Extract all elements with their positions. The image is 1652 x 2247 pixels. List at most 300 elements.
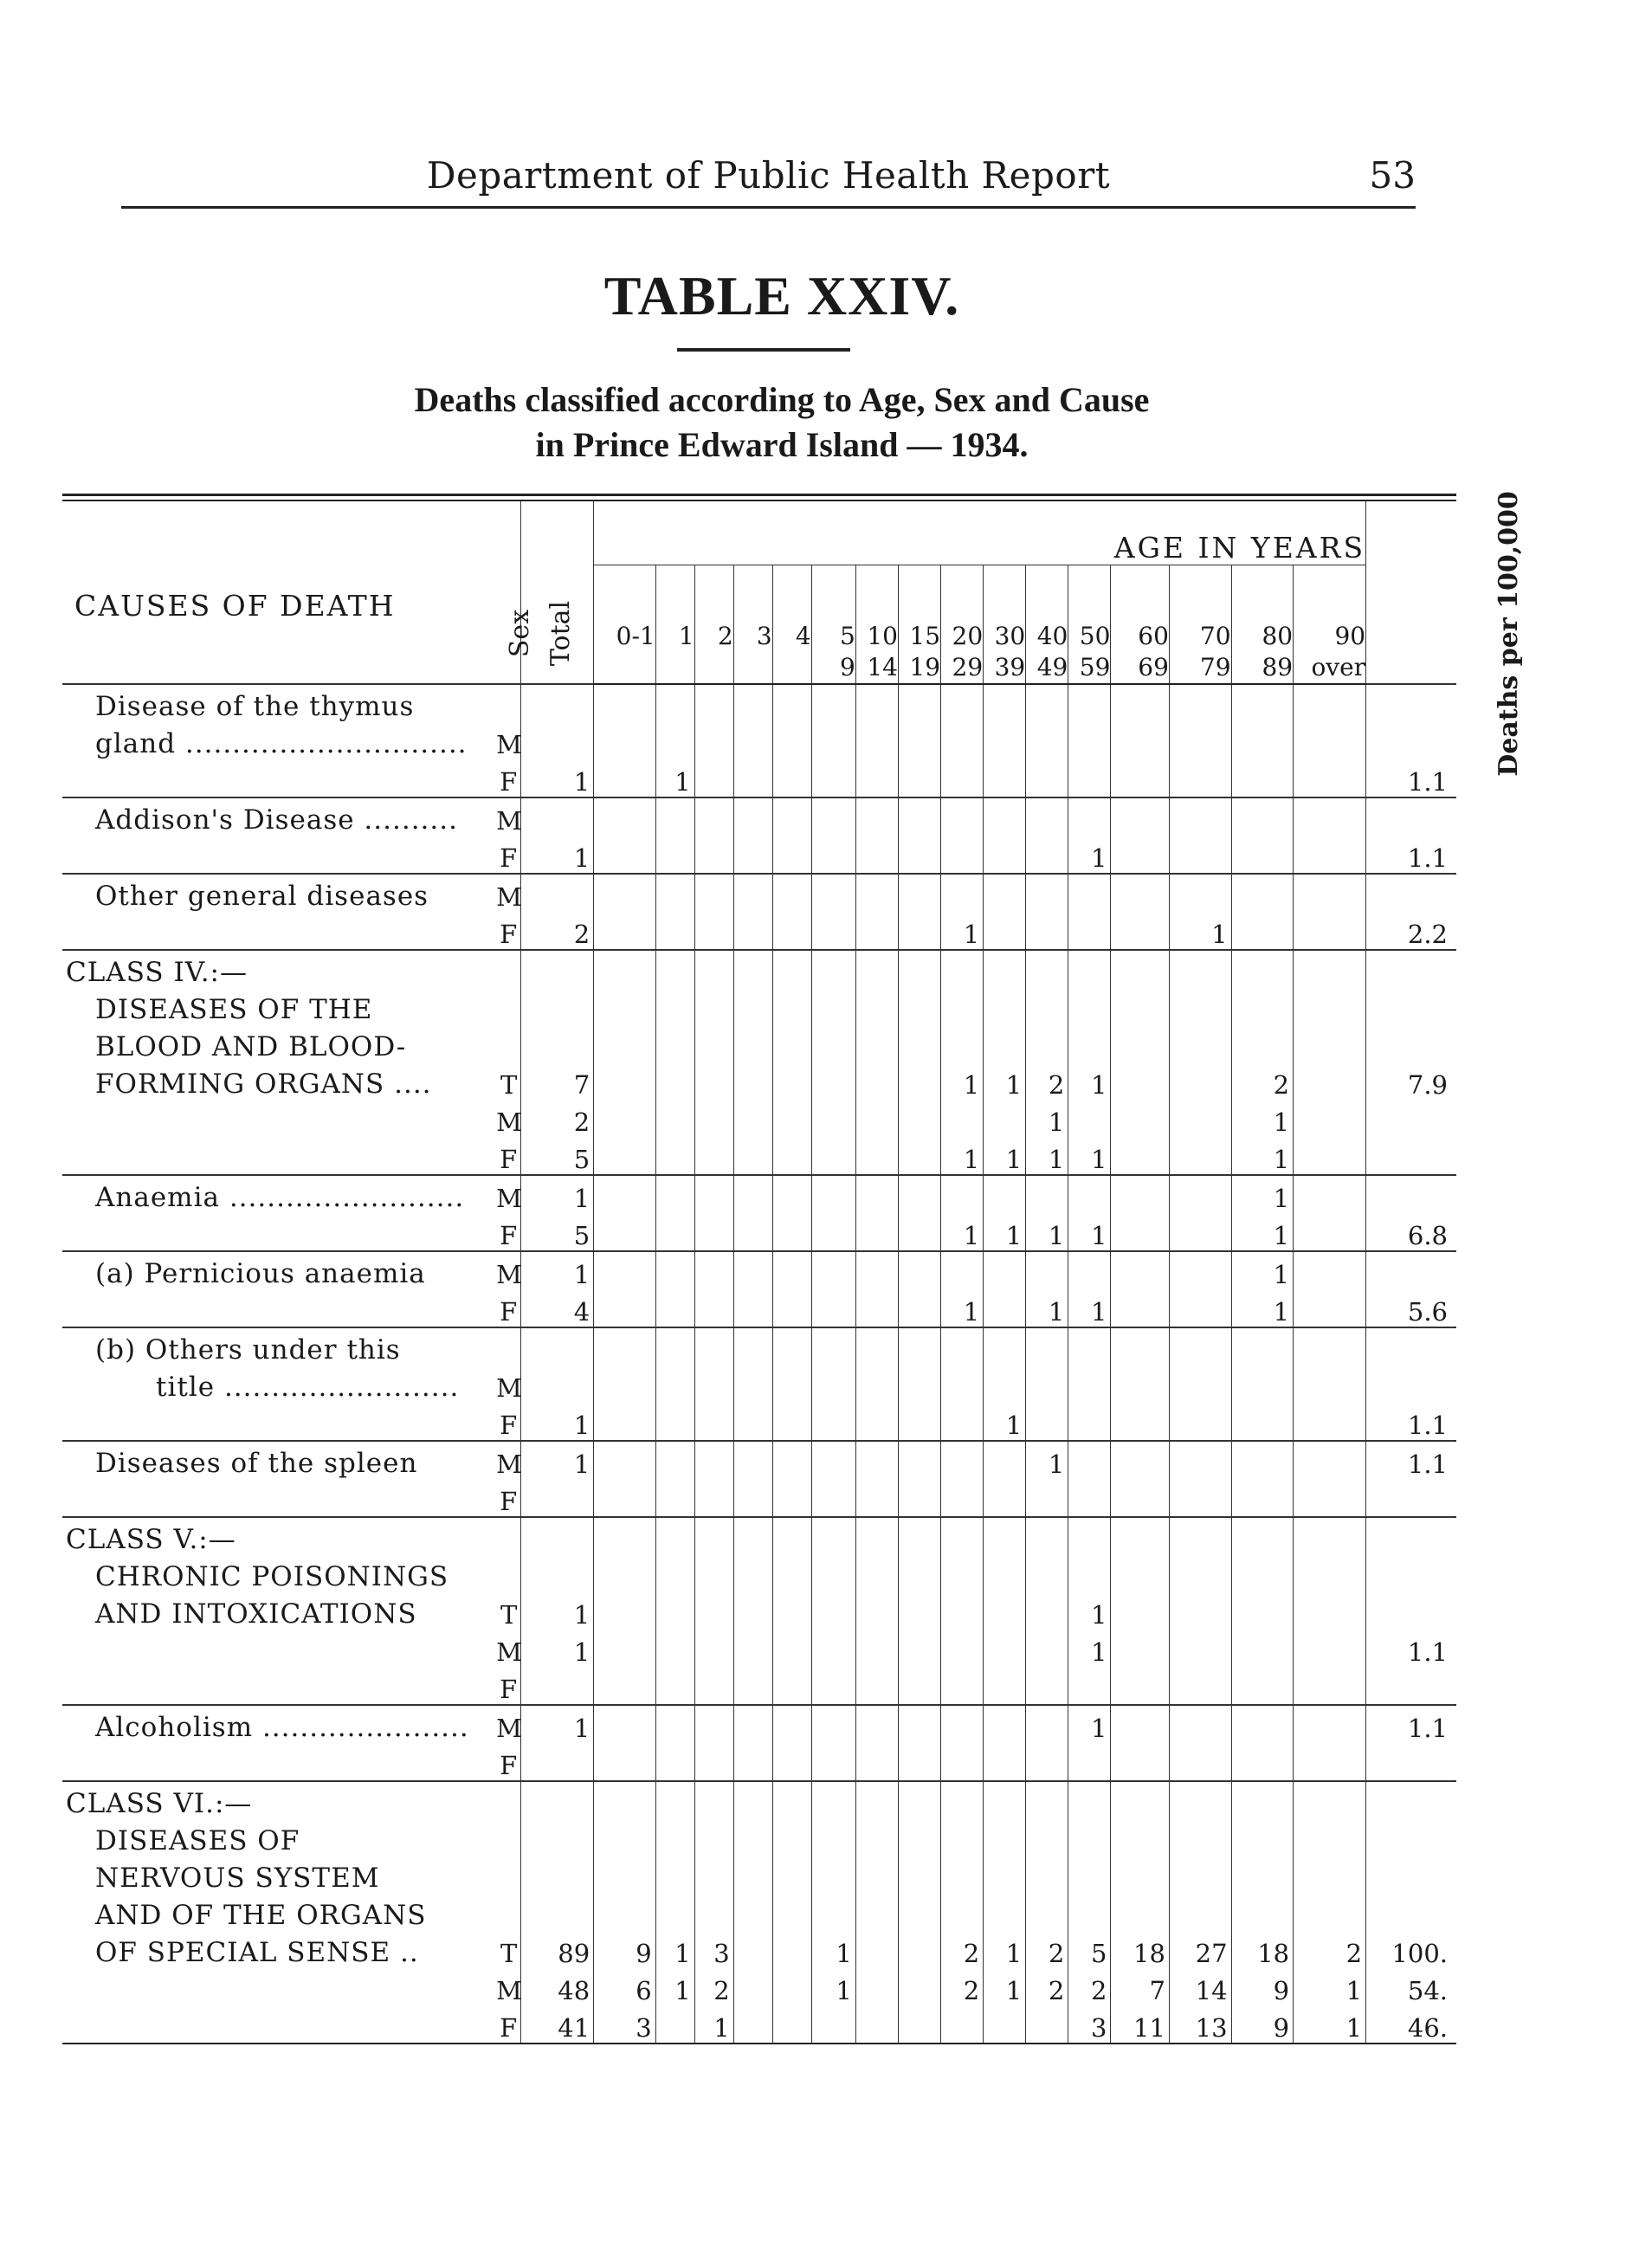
age-cell	[733, 1894, 772, 1931]
sex-cell: F	[500, 1411, 518, 1440]
age-cell	[898, 1137, 940, 1175]
age-cell	[594, 1062, 656, 1100]
age-cell: 1	[655, 759, 694, 797]
age-cell	[811, 1175, 855, 1213]
sex-cell: M	[496, 1107, 522, 1137]
age-cell	[898, 1856, 940, 1894]
age-cell	[772, 1705, 811, 1743]
age-cell	[694, 1100, 733, 1137]
age-cell: 1	[1231, 1175, 1294, 1213]
cause-cell: FORMING ORGANS ....	[95, 1069, 432, 1100]
cause-cell	[62, 1630, 496, 1667]
age-cell: 11	[1111, 2005, 1170, 2043]
age-cell: 2	[1026, 1062, 1068, 1100]
age-cell	[772, 1100, 811, 1137]
age-cell	[655, 874, 694, 912]
age-cell	[1169, 1100, 1231, 1137]
age-cell	[1169, 1630, 1231, 1667]
age-cell	[941, 2005, 984, 2043]
table-row	[62, 1100, 1456, 1137]
age-cell	[941, 1743, 984, 1781]
total-cell	[521, 1819, 594, 1856]
age-cell	[694, 1403, 733, 1441]
age-label-top: 50	[1079, 622, 1111, 650]
age-label-top: 10	[867, 622, 898, 650]
age-cell	[811, 1137, 855, 1175]
age-cell	[1026, 836, 1068, 874]
age-cell	[1111, 1592, 1170, 1630]
sex-cell: M	[496, 1175, 521, 1213]
age-cell	[694, 1856, 733, 1894]
age-cell: 1	[1231, 1137, 1294, 1175]
age-cell	[1111, 1856, 1170, 1894]
age-cell	[655, 1705, 694, 1743]
age-cell	[984, 1781, 1026, 1819]
age-cell	[1231, 1894, 1294, 1931]
total-cell: 4	[521, 1289, 594, 1327]
age-cell	[1026, 1819, 1068, 1856]
age-cell: 2	[694, 1968, 733, 2005]
cause-cell: Addison's Disease ..........	[62, 797, 496, 836]
age-cell	[655, 1100, 694, 1137]
sex-cell: M	[496, 1441, 521, 1479]
rate-cell	[1366, 1137, 1456, 1175]
age-cell	[898, 1517, 940, 1555]
rate-cell: 54.	[1366, 1968, 1456, 2005]
age-cell	[733, 1441, 772, 1479]
age-cell	[733, 1667, 772, 1705]
total-cell: 41	[521, 2005, 594, 2043]
age-cell	[594, 1025, 656, 1062]
age-label-bottom	[734, 652, 772, 683]
age-cell	[1068, 1366, 1111, 1403]
age-cell	[694, 1062, 733, 1100]
age-cell: 3	[1068, 2005, 1111, 2043]
age-cell	[733, 1251, 772, 1289]
age-cell	[1294, 1592, 1366, 1630]
age-cell	[772, 836, 811, 874]
table-row	[62, 1555, 1456, 1592]
age-cell	[811, 1479, 855, 1517]
rate-cell	[1366, 874, 1456, 912]
age-cell	[898, 1819, 940, 1856]
age-cell	[694, 1366, 733, 1403]
age-label-bottom: 39	[994, 653, 1026, 681]
header-age-2	[694, 565, 733, 684]
age-cell	[898, 2005, 940, 2043]
age-cell	[1169, 1781, 1231, 1819]
age-cell	[655, 1062, 694, 1100]
age-cell: 1	[1231, 1251, 1294, 1289]
rate-cell	[1366, 1479, 1456, 1517]
age-cell	[594, 1667, 656, 1705]
header-rate	[1366, 491, 1524, 777]
age-cell	[898, 1479, 940, 1517]
age-cell	[1068, 1894, 1111, 1931]
table-top-rule	[62, 494, 1456, 501]
age-cell	[733, 1289, 772, 1327]
age-cell	[1111, 1025, 1170, 1062]
age-cell	[733, 950, 772, 988]
age-cell	[898, 1968, 940, 2005]
age-cell	[1294, 1441, 1366, 1479]
age-cell	[941, 1517, 984, 1555]
age-cell	[655, 1025, 694, 1062]
cause-cell: AND INTOXICATIONS	[95, 1598, 417, 1630]
age-cell	[855, 759, 898, 797]
age-cell	[733, 836, 772, 874]
age-label-top: 20	[952, 622, 984, 650]
age-cell	[1026, 1781, 1068, 1819]
table-row	[62, 988, 1456, 1025]
rate-cell	[1366, 1251, 1456, 1289]
sex-cell	[496, 684, 521, 722]
age-cell	[772, 1819, 811, 1856]
header-age-14	[1231, 565, 1294, 684]
age-cell	[941, 797, 984, 836]
table-row	[62, 1403, 1456, 1441]
age-cell	[1068, 797, 1111, 836]
age-cell: 1	[984, 1403, 1026, 1441]
age-cell: 1	[984, 1213, 1026, 1251]
age-cell	[855, 1479, 898, 1517]
age-cell	[1294, 1667, 1366, 1705]
age-cell	[855, 1743, 898, 1781]
age-cell	[1169, 1213, 1231, 1251]
age-cell	[1026, 912, 1068, 950]
age-cell	[1294, 1479, 1366, 1517]
cause-cell	[62, 759, 496, 797]
age-cell	[984, 1592, 1026, 1630]
age-cell	[1294, 1251, 1366, 1289]
age-cell	[772, 988, 811, 1025]
age-cell	[1169, 1137, 1231, 1175]
age-cell	[694, 1213, 733, 1251]
header-sex-label: Sex	[505, 609, 536, 658]
age-cell	[594, 1100, 656, 1137]
age-cell	[898, 1705, 940, 1743]
age-cell	[941, 1479, 984, 1517]
age-cell	[694, 1441, 733, 1479]
header-age-in-years: AGE IN YEARS	[594, 501, 1366, 565]
age-cell	[855, 1366, 898, 1403]
cause-cell: (b) Others under this	[62, 1327, 496, 1366]
rate-cell	[1366, 1366, 1456, 1403]
age-cell	[655, 988, 694, 1025]
age-cell: 1	[1294, 2005, 1366, 2043]
age-cell	[1231, 1781, 1294, 1819]
age-label-top: 80	[1262, 622, 1294, 650]
age-cell	[855, 836, 898, 874]
table-row	[62, 2005, 1456, 2043]
cause-cell	[62, 1403, 496, 1441]
age-cell	[1294, 1100, 1366, 1137]
age-cell	[898, 1441, 940, 1479]
running-head	[121, 154, 1416, 203]
age-cell	[898, 836, 940, 874]
age-cell	[594, 1856, 656, 1894]
age-cell	[1026, 1667, 1068, 1705]
age-cell	[694, 1894, 733, 1931]
age-cell	[941, 1366, 984, 1403]
age-cell	[941, 1555, 984, 1592]
age-cell: 1	[694, 2005, 733, 2043]
rate-cell: 1.1	[1366, 1630, 1456, 1667]
age-cell	[655, 1781, 694, 1819]
age-cell	[811, 1517, 855, 1555]
table-row	[62, 1819, 1456, 1856]
sex-cell: M	[496, 1637, 522, 1667]
age-cell	[694, 1705, 733, 1743]
age-cell	[941, 1175, 984, 1213]
age-cell	[1169, 1251, 1231, 1289]
age-cell	[984, 1705, 1026, 1743]
age-cell: 9	[1231, 1968, 1294, 2005]
age-cell	[811, 1819, 855, 1856]
age-cell	[694, 874, 733, 912]
age-cell	[655, 1743, 694, 1781]
age-cell	[984, 950, 1026, 988]
age-cell	[733, 912, 772, 950]
age-cell	[898, 684, 940, 722]
age-cell	[733, 1213, 772, 1251]
age-cell	[1026, 1327, 1068, 1366]
age-cell	[733, 1137, 772, 1175]
age-cell	[1294, 1743, 1366, 1781]
age-cell	[1294, 1517, 1366, 1555]
age-cell	[655, 1366, 694, 1403]
age-cell	[655, 1137, 694, 1175]
total-cell: 5	[521, 1137, 594, 1175]
age-cell	[772, 1743, 811, 1781]
age-cell	[941, 1667, 984, 1705]
age-cell	[811, 1555, 855, 1592]
age-cell	[1231, 797, 1294, 836]
age-cell	[984, 1441, 1026, 1479]
age-label-bottom: 19	[909, 653, 941, 681]
age-cell	[772, 950, 811, 988]
age-cell	[733, 1968, 772, 2005]
total-cell	[521, 1743, 594, 1781]
rate-cell	[1366, 1327, 1456, 1366]
age-cell: 1	[1026, 1289, 1068, 1327]
age-cell	[984, 1517, 1026, 1555]
age-cell	[811, 1592, 855, 1630]
age-cell	[1068, 722, 1111, 759]
age-cell	[594, 1366, 656, 1403]
age-cell: 2	[941, 1931, 984, 1968]
age-cell: 1	[1026, 1441, 1068, 1479]
age-label-top: 2	[717, 622, 733, 650]
deaths-table-container	[62, 491, 1524, 2044]
age-cell	[1231, 1517, 1294, 1555]
header-sex	[496, 501, 536, 684]
age-cell	[984, 1175, 1026, 1213]
age-cell	[694, 1025, 733, 1062]
table-row	[62, 912, 1456, 950]
age-cell	[811, 1441, 855, 1479]
age-label-top: 3	[756, 622, 772, 650]
age-cell: 1	[1068, 1289, 1111, 1327]
age-cell	[694, 1819, 733, 1856]
age-cell	[1068, 1327, 1111, 1366]
age-cell	[1026, 2005, 1068, 2043]
cause-cell: Other general diseases	[62, 874, 496, 912]
age-cell: 3	[694, 1931, 733, 1968]
age-cell	[655, 1479, 694, 1517]
age-cell: 6	[594, 1968, 656, 2005]
age-cell	[1026, 1366, 1068, 1403]
age-cell	[655, 1592, 694, 1630]
age-cell: 2	[1231, 1062, 1294, 1100]
age-cell	[694, 988, 733, 1025]
age-cell	[1111, 1743, 1170, 1781]
age-cell	[1294, 1366, 1366, 1403]
age-cell	[733, 722, 772, 759]
age-cell	[655, 797, 694, 836]
age-cell	[772, 912, 811, 950]
table-row	[62, 797, 1456, 836]
cause-cell	[62, 1667, 496, 1705]
rate-cell: 6.8	[1366, 1213, 1456, 1251]
age-cell: 1	[1169, 912, 1231, 950]
age-cell	[855, 1100, 898, 1137]
age-cell	[984, 1667, 1026, 1705]
age-cell	[811, 1856, 855, 1894]
rate-cell: 7.9	[1366, 1062, 1456, 1100]
age-cell	[1111, 1289, 1170, 1327]
age-cell	[733, 2005, 772, 2043]
rate-cell	[1366, 797, 1456, 836]
age-cell	[855, 1289, 898, 1327]
age-cell	[772, 1667, 811, 1705]
total-cell: 1	[521, 1592, 594, 1630]
rate-cell	[1366, 1555, 1456, 1592]
age-cell	[1169, 684, 1231, 722]
age-cell	[855, 1630, 898, 1667]
age-cell	[811, 1251, 855, 1289]
cause-cell: title .........................	[156, 1372, 460, 1403]
age-cell: 1	[1231, 1213, 1294, 1251]
age-cell	[1169, 1856, 1231, 1894]
age-cell	[1068, 1819, 1111, 1856]
age-cell	[855, 1555, 898, 1592]
age-cell	[1169, 1555, 1231, 1592]
age-cell	[655, 1175, 694, 1213]
age-cell	[594, 1479, 656, 1517]
age-cell: 1	[1231, 1289, 1294, 1327]
age-cell	[1294, 1630, 1366, 1667]
age-cell	[772, 1327, 811, 1366]
age-cell: 1	[811, 1968, 855, 2005]
sex-cell: F	[500, 1221, 518, 1250]
age-cell	[733, 1592, 772, 1630]
age-cell	[855, 1931, 898, 1968]
age-cell	[594, 1630, 656, 1667]
age-cell	[1111, 1213, 1170, 1251]
age-cell	[655, 1667, 694, 1705]
age-label-bottom	[594, 652, 655, 683]
age-cell	[1169, 1705, 1231, 1743]
age-cell	[898, 1931, 940, 1968]
age-cell	[941, 950, 984, 988]
cause-cell: BLOOD AND BLOOD-	[95, 1031, 407, 1062]
age-cell	[655, 1856, 694, 1894]
age-cell	[984, 1479, 1026, 1517]
age-cell	[1026, 1517, 1068, 1555]
table-row	[62, 1667, 1456, 1705]
age-cell	[594, 1819, 656, 1856]
rate-cell: 1.1	[1366, 1441, 1456, 1479]
total-cell: 1	[521, 1441, 594, 1479]
age-cell	[772, 1213, 811, 1251]
table-row	[62, 1517, 1456, 1555]
table-row	[62, 1175, 1456, 1213]
total-cell: 1	[521, 836, 594, 874]
age-cell	[855, 988, 898, 1025]
age-label-top: 30	[994, 622, 1026, 650]
age-cell: 1	[1068, 1630, 1111, 1667]
cause-cell: Anaemia .........................	[62, 1175, 496, 1213]
title-rule	[677, 348, 850, 352]
age-cell	[941, 722, 984, 759]
age-cell	[811, 797, 855, 836]
age-cell	[1169, 1592, 1231, 1630]
age-cell	[1169, 836, 1231, 874]
table-subtitle	[0, 378, 1564, 468]
age-cell: 1	[941, 1213, 984, 1251]
table-row	[62, 1137, 1456, 1175]
age-cell	[772, 1856, 811, 1894]
sex-cell: T	[500, 1600, 518, 1630]
age-cell	[984, 759, 1026, 797]
table-row	[62, 1062, 1456, 1100]
age-cell	[1026, 874, 1068, 912]
age-cell	[1294, 722, 1366, 759]
age-cell	[772, 1968, 811, 2005]
sex-cell: M	[496, 874, 521, 912]
cause-cell: DISEASES OF	[95, 1825, 300, 1856]
age-cell	[855, 1894, 898, 1931]
total-cell	[521, 1025, 594, 1062]
total-cell	[521, 722, 594, 759]
cause-cell	[62, 2005, 496, 2043]
age-cell	[1231, 1743, 1294, 1781]
age-cell	[1068, 1025, 1111, 1062]
age-cell	[1169, 1441, 1231, 1479]
age-cell	[772, 1251, 811, 1289]
total-cell: 1	[521, 1630, 594, 1667]
table-row	[62, 1327, 1456, 1366]
total-cell	[521, 1667, 594, 1705]
age-label-bottom: 9	[840, 653, 855, 681]
age-cell	[811, 684, 855, 722]
age-cell	[1111, 1251, 1170, 1289]
total-cell	[521, 684, 594, 722]
age-cell	[1111, 1100, 1170, 1137]
age-cell	[1026, 1743, 1068, 1781]
header-rate-label: Deaths per 100,000	[1493, 491, 1524, 777]
age-cell	[811, 874, 855, 912]
age-cell: 1	[1068, 1137, 1111, 1175]
age-cell	[984, 1366, 1026, 1403]
age-cell	[855, 912, 898, 950]
age-label-top: 60	[1138, 622, 1169, 650]
age-cell	[655, 2005, 694, 2043]
age-cell	[984, 1327, 1026, 1366]
age-cell: 1	[1068, 1705, 1111, 1743]
age-cell	[1111, 1781, 1170, 1819]
